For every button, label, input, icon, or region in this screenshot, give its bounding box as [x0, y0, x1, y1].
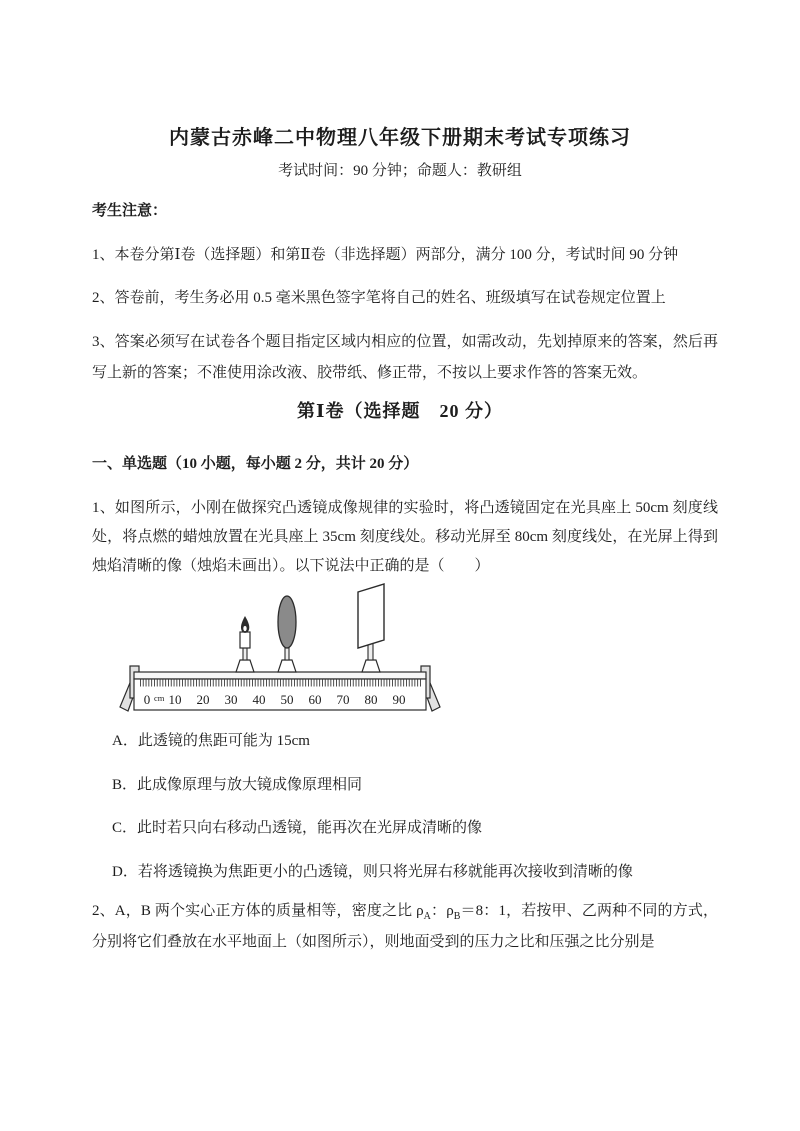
ruler-label-50: 50: [280, 692, 294, 707]
ruler-label-90: 90: [392, 692, 406, 707]
question-2-text: [92, 896, 718, 958]
notice-item-3: 3、答案必须写在试卷各个题目指定区域内相应的位置，如需改动，先划掉原来的答案，然后再写上新的答案；不准使用涂改液、胶带纸、修正带，不按以上要求作答的答案无效。: [92, 334, 718, 381]
single-choice-section-title: 一、单选题（10 小题，每小题 2 分，共计 20 分）: [92, 456, 419, 472]
ruler-label-80: 80: [364, 692, 378, 707]
light-screen: [358, 584, 384, 672]
ruler-label-40: 40: [252, 692, 266, 707]
ruler-label-10: 10: [168, 692, 182, 707]
notice-item-1: 1、本卷分第Ⅰ卷（选择题）和第Ⅱ卷（非选择题）两部分，满分 100 分，考试时间 90 分钟: [92, 247, 679, 263]
part1-title: 第Ⅰ卷（选择题 20 分）: [297, 401, 503, 421]
notice-item-2: 2、答卷前，考生务必用 0.5 毫米黑色签字笔将自己的姓名、班级填写在试卷规定位置上: [92, 290, 666, 306]
question-2-text-start: 2、A，B 两个实心正方体的质量相等，密度之比 ρ: [92, 903, 424, 919]
question-1-option-a: A．此透镜的焦距可能为 15cm: [112, 733, 310, 749]
candle: [236, 616, 254, 672]
question-1-option-d: D．若将透镜换为焦距更小的凸透镜，则只将光屏右移就能再次接收到清晰的像: [112, 864, 633, 880]
question-2-text-end: ＝8：1，若按甲、乙两种不同的方式，分别将它们叠放在水平地面上（如图所示），则地面受到的压力之比和压强之比分别是: [92, 903, 718, 950]
bench-rail: [134, 672, 426, 679]
question-2-text-mid: ：ρ: [430, 903, 454, 919]
ruler-unit-label: cm: [154, 693, 165, 703]
question-1-option-b: B．此成像原理与放大镜成像原理相同: [112, 777, 363, 793]
ruler-label-30: 30: [224, 692, 238, 707]
notice-heading: 考生注意：: [92, 203, 168, 219]
ruler-label-0: 0: [143, 692, 151, 707]
exam-meta: 考试时间：90 分钟；命题人：教研组: [278, 163, 522, 179]
ruler-label-70: 70: [336, 692, 350, 707]
question-1-option-c: C．此时若只向右移动凸透镜，能再次在光屏成清晰的像: [112, 820, 483, 836]
density-subscript-a: A: [423, 911, 431, 922]
density-subscript-b: B: [453, 911, 461, 922]
ruler-label-60: 60: [308, 692, 322, 707]
question-1-text: 1、如图所示，小刚在做探究凸透镜成像规律的实验时，将凸透镜固定在光具座上 50cm 刻度线处，将点燃的蜡烛放置在光具座上 35cm 刻度线处。移动光屏至 80cm 刻度线处，在光屏上得到烛焰清晰的像（烛焰未画出）。以下说法中正确的是（ ）: [92, 500, 718, 574]
page-title: 内蒙古赤峰二中物理八年级下册期末考试专项练习: [169, 127, 631, 149]
convex-lens: [278, 596, 296, 672]
ruler-label-20: 20: [196, 692, 210, 707]
optical-bench-figure: [112, 582, 448, 714]
